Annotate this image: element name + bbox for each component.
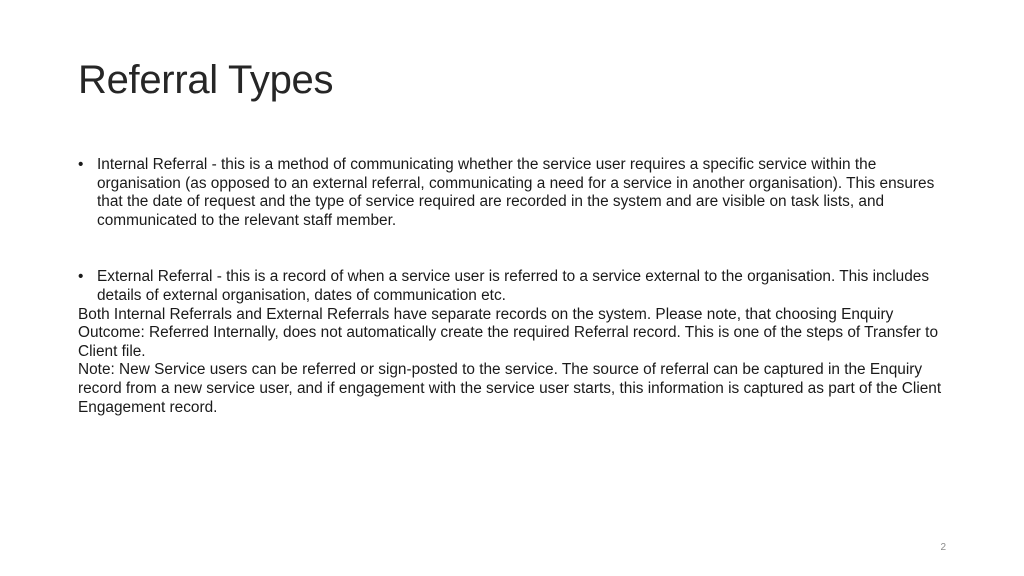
slide-body xyxy=(78,156,948,417)
paragraph-note: Note: New Service users can be referred or sign-posted to the service. The source of referral can be captured in the Enquiry record from a new service user, and if engagement with the service user starts, this information is captured as part of the Client Engagement record. xyxy=(78,361,942,416)
bullet-text: External Referral - this is a record of when a service user is referred to a service external to the organisation. This includes details of external organisation, dates of communication etc. xyxy=(97,268,930,304)
slide-title: Referral Types xyxy=(78,58,334,102)
paragraph-records: Both Internal Referrals and External Referrals have separate records on the system. Please note, that choosing Enquiry Outcome: Referred Internally, does not automatically create the required Referral record. This is one of the steps of Transfer to Client file. xyxy=(78,305,939,360)
bullet-marker: • xyxy=(78,268,84,286)
page-number: 2 xyxy=(940,542,946,553)
bullet-external-referral xyxy=(78,268,948,305)
bullet-text: Internal Referral - this is a method of communicating whether the service user requires a specific service within the organisation (as opposed to an external referral, communicating a need for a service in another organisation). This ensures that the date of request and the type of service required are recorded in the system and are visible on task lists, and communicated to the relevant staff member. xyxy=(97,156,935,229)
bullet-marker: • xyxy=(78,156,84,173)
bullet-internal-referral xyxy=(78,156,948,230)
